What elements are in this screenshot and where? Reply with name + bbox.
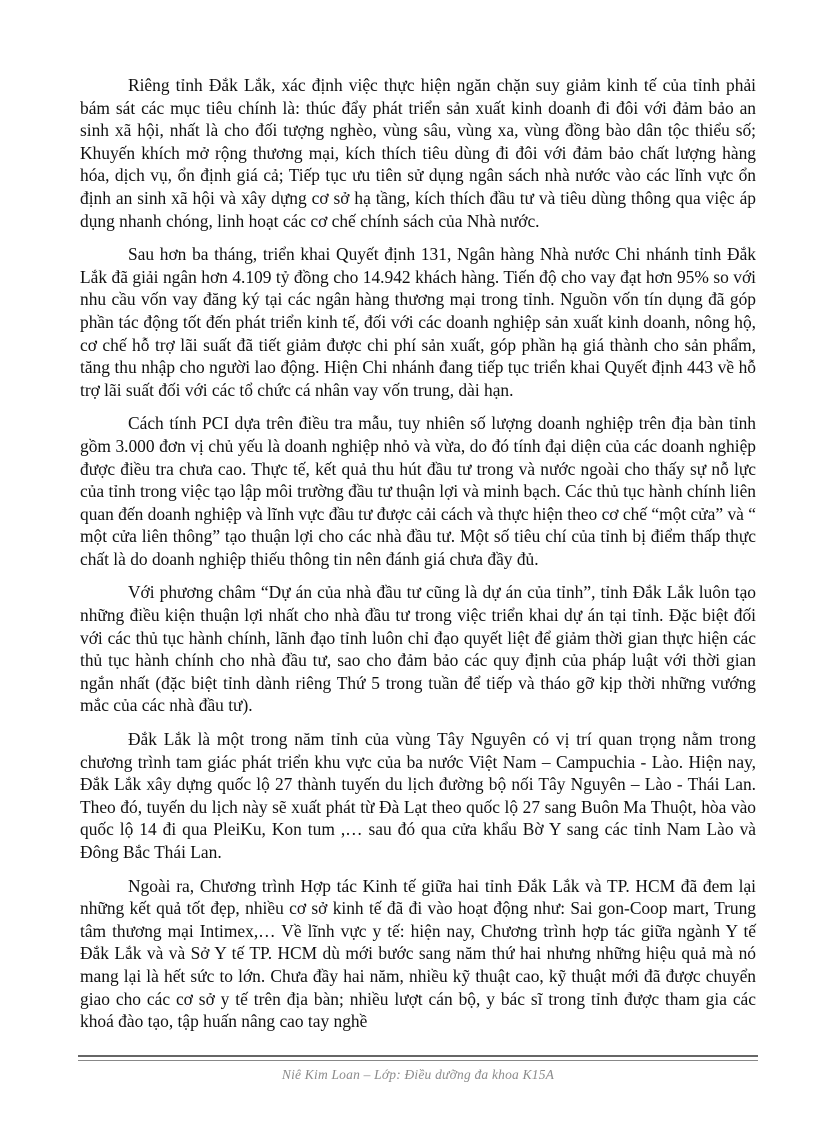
footer-divider [78, 1055, 758, 1057]
paragraph-3: Cách tính PCI dựa trên điều tra mẫu, tuy nhiên số lượng doanh nghiệp trên địa bàn tỉnh gồm 3.000 đơn vị chủ yếu là doanh nghiệp nhỏ và vừa, do đó tính đại diện của các doanh nghiệp được điều tra chưa cao. Thực tế, kết quả thu hút đầu tư trong và nước ngoài cho thấy sự nỗ lực của tỉnh trong việc tạo lập môi trường đầu tư thuận lợi và minh bạch. Các thủ tục hành chính liên quan đến doanh nghiệp và lĩnh vực đầu tư được cải cách và thực hiện theo cơ chế “một cửa” và “ một cửa liên thông” tạo thuận lợi cho các nhà đầu tư. Một số tiêu chí của tỉnh bị điểm thấp thực chất là do doanh nghiệp thiếu thông tin nên đánh giá chưa đầy đủ. [80, 413, 756, 569]
body-text [80, 74, 756, 1044]
paragraph-2: Sau hơn ba tháng, triển khai Quyết định 131, Ngân hàng Nhà nước Chi nhánh tỉnh Đắk Lắk đã giải ngân hơn 4.109 tỷ đồng cho 14.942 khách hàng. Tiến độ cho vay đạt hơn 95% so với nhu cầu vốn vay đăng ký tại các ngân hàng thương mại trong tỉnh. Nguồn vốn tín dụng đã góp phần tác động tốt đến phát triển kinh tế, đối với các doanh nghiệp sản xuất kinh doanh, nông hộ, cơ chế hỗ trợ lãi suất đã tiết giảm được chi phí sản xuất, góp phần hạ giá thành cho sản phẩm, tăng thu nhập cho người lao động. Hiện Chi nhánh đang tiếp tục triển khai Quyết định 443 về hỗ trợ lãi suất đối với các tổ chức cá nhân vay vốn trung, dài hạn. [80, 244, 756, 400]
paragraph-4: Với phương châm “Dự án của nhà đầu tư cũng là dự án của tỉnh”, tỉnh Đắk Lắk luôn tạo những điều kiện thuận lợi nhất cho nhà đầu tư trong việc triển khai dự án tại tỉnh. Đặc biệt đối với các thủ tục hành chính, lãnh đạo tỉnh luôn chỉ đạo quyết liệt để giảm thời gian thực hiện các thủ tục hành chính cho nhà đầu tư, sao cho đảm bảo các quy định của pháp luật với thời gian ngắn nhất (đặc biệt tỉnh dành riêng Thứ 5 trong tuần để tiếp và tháo gỡ kịp thời những vướng mắc của các nhà đầu tư). [80, 582, 756, 716]
footer-divider-thin [78, 1060, 758, 1061]
paragraph-5: Đắk Lắk là một trong năm tỉnh của vùng Tây Nguyên có vị trí quan trọng nằm trong chương trình tam giác phát triển khu vực của ba nước Việt Nam – Campuchia - Lào. Hiện nay, Đắk Lắk xây dựng quốc lộ 27 thành tuyến du lịch đường bộ nối Tây Nguyên – Lào - Thái Lan. Theo đó, tuyến du lịch này sẽ xuất phát từ Đà Lạt theo quốc lộ 27 sang Buôn Ma Thuột, hòa vào quốc lộ 14 đi qua PleiKu, Kon tum ,… sau đó qua cửa khẩu Bờ Y sang các tỉnh Nam Lào và Đông Bắc Thái Lan. [80, 729, 756, 862]
paragraph-6: Ngoài ra, Chương trình Hợp tác Kinh tế giữa hai tỉnh Đắk Lắk và TP. HCM đã đem lại những kết quả tốt đẹp, nhiều cơ sở kinh tế đã đi vào hoạt động như: Sai gon-Coop mart, Trung tâm thương mại Intimex,… Về lĩnh vực y tế: hiện nay, Chương trình hợp tác giữa ngành Y tế Đắk Lắk và và Sở Y tế TP. HCM dù mới bước sang năm thứ hai nhưng những hiệu quả mà nó mang lại là hết sức to lớn. Chưa đầy hai năm, nhiều kỹ thuật cao, kỹ thuật mới đã được chuyển giao cho các cơ sở y tế trên địa bàn; nhiều lượt cán bộ, y bác sĩ trong tỉnh được tham gia các khoá đào tạo, tập huấn nâng cao tay nghề [80, 875, 756, 1032]
page-footer: Niê Kim Loan – Lớp: Điều dưỡng đa khoa K15A [281, 1067, 555, 1082]
paragraph-1: Riêng tỉnh Đắk Lắk, xác định việc thực hiện ngăn chặn suy giảm kinh tế của tỉnh phải bám sát các mục tiêu chính là: thúc đẩy phát triển sản xuất kinh doanh đi đôi với đảm bảo an sinh xã hội, nhất là cho đối tượng nghèo, vùng sâu, vùng xa, vùng đồng bào dân tộc thiểu số; Khuyến khích mở rộng thương mại, kích thích tiêu dùng đi đôi với đảm bảo chất lượng hàng hóa, dịch vụ, ổn định giá cả; Tiếp tục ưu tiên sử dụng ngân sách nhà nước vào các lĩnh vực ổn định an sinh xã hội và xây dựng cơ sở hạ tầng, kích thích đầu tư và tiêu dùng thông qua việc áp dụng nhanh chóng, linh hoạt các cơ chế chính sách của Nhà nước. [80, 75, 756, 231]
